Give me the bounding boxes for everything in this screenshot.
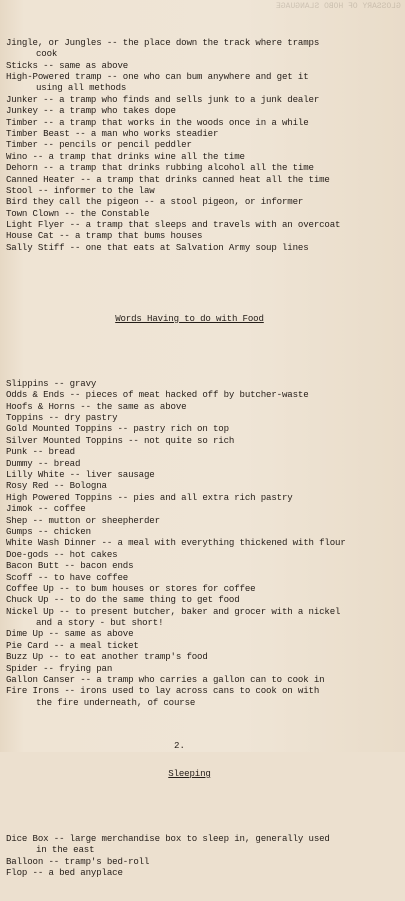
glossary-entry: Pie Card -- a meal ticket [6, 639, 139, 651]
glossary-entry: High-Powered tramp -- one who can bum anywhere and get it [6, 70, 309, 82]
glossary-entry: Doe-gods -- hot cakes [6, 548, 118, 560]
glossary-entry: Stool -- informer to the law [6, 184, 155, 196]
glossary-entry: Punk -- bread [6, 446, 75, 458]
glossary-entry-continuation: using all methods [36, 82, 127, 94]
glossary-entry: Jimok -- coffee [6, 503, 86, 515]
glossary-entry: Shep -- mutton or sheepherder [6, 514, 160, 526]
glossary-section-sleeping [6, 833, 403, 879]
glossary-entry: Fire Irons -- irons used to lay across cans to cook on with [6, 685, 320, 697]
glossary-entry: Scoff -- to have coffee [6, 571, 129, 583]
glossary-entry: Timber -- a tramp that works in the woods once in a while [6, 116, 309, 128]
glossary-entry: Buzz Up -- to eat another tramp's food [6, 651, 208, 663]
glossary-entry: Silver Mounted Toppins -- not quite so rich [6, 434, 235, 446]
glossary-entry: White Wash Dinner -- a meal with everything thickened with flour [6, 537, 346, 549]
glossary-entry: Junkey -- a tramp who takes dope [6, 105, 176, 117]
heading-sleeping: Sleeping [168, 767, 211, 779]
glossary-entry: Lilly White -- liver sausage [6, 469, 155, 480]
glossary-entry: Light Flyer -- a tramp that sleeps and travels with an overcoat [6, 219, 341, 231]
page-number: 2. [174, 740, 185, 751]
glossary-entry: Gumps -- chicken [6, 525, 91, 537]
glossary-entry: Town Clown -- the Constable [6, 207, 150, 219]
glossary-entry: Dummy -- bread [6, 457, 81, 469]
glossary-entry: Gold Mounted Toppins -- pastry rich on top [6, 423, 229, 435]
glossary-section-general [6, 37, 403, 253]
glossary-entry: Junker -- a tramp who finds and sells junk to a junk dealer [6, 93, 320, 105]
glossary-entry-continuation: in the east [36, 844, 95, 856]
glossary-entry: Dehorn -- a tramp that drinks rubbing alcohol all the time [6, 162, 314, 174]
glossary-entry: House Cat -- a tramp that bums houses [6, 230, 203, 242]
glossary-entry: Flop -- a bed anyplace [6, 867, 123, 879]
glossary-entry: Coffee Up -- to bum houses or stores for coffee [6, 582, 256, 594]
glossary-entry: Rosy Red -- Bologna [6, 480, 107, 492]
glossary-entry: Balloon -- tramp's bed-roll [6, 855, 150, 867]
glossary-entry: Canned Heater -- a tramp that drinks canned heat all the time [6, 173, 330, 185]
bleed-through-text: GLOSSARY OF HOBO SLANGUAGE [276, 2, 401, 11]
glossary-entry-continuation: cook [36, 48, 58, 60]
glossary-entry: Sally Stiff -- one that eats at Salvation Army soup lines [6, 241, 309, 253]
glossary-entry: Bacon Butt -- bacon ends [6, 560, 134, 572]
glossary-entry: Odds & Ends -- pieces of meat hacked off by butcher-waste [6, 389, 309, 401]
glossary-entry-continuation: and a story - but short! [36, 617, 164, 629]
glossary-entry: Slippins -- gravy [6, 377, 97, 389]
glossary-entry: Timber Beast -- a man who works steadier [6, 127, 219, 139]
glossary-entry: Timber -- pencils or pencil peddler [6, 139, 192, 151]
glossary-entry: Wino -- a tramp that drinks wine all the time [6, 150, 245, 162]
glossary-entry: Gallon Canser -- a tramp who carries a gallon can to cook in [6, 674, 325, 686]
heading-food: Words Having to do with Food [115, 312, 264, 324]
glossary-entry: Sticks -- same as above [6, 59, 129, 71]
glossary-entry: Toppins -- dry pastry [6, 412, 118, 424]
glossary-entry: Nickel Up -- to present butcher, baker and grocer with a nickel [6, 605, 341, 617]
glossary-entry: Spider -- frying pan [6, 662, 113, 674]
glossary-content [6, 14, 403, 901]
glossary-entry: Bird they call the pigeon -- a stool pigeon, or informer [6, 196, 304, 208]
glossary-entry: Chuck Up -- to do the same thing to get food [6, 594, 240, 606]
glossary-entry: Dice Box -- large merchandise box to sleep in, generally used [6, 832, 330, 844]
glossary-entry: Hoofs & Horns -- the same as above [6, 400, 187, 412]
glossary-entry: Dime Up -- same as above [6, 628, 134, 640]
glossary-entry: Jingle, or Jungles -- the place down the track where tramps [6, 36, 320, 48]
glossary-section-food [6, 378, 403, 708]
glossary-entry: High Powered Toppins -- pies and all extra rich pastry [6, 491, 293, 503]
glossary-entry-continuation: the fire underneath, of course [36, 696, 196, 708]
